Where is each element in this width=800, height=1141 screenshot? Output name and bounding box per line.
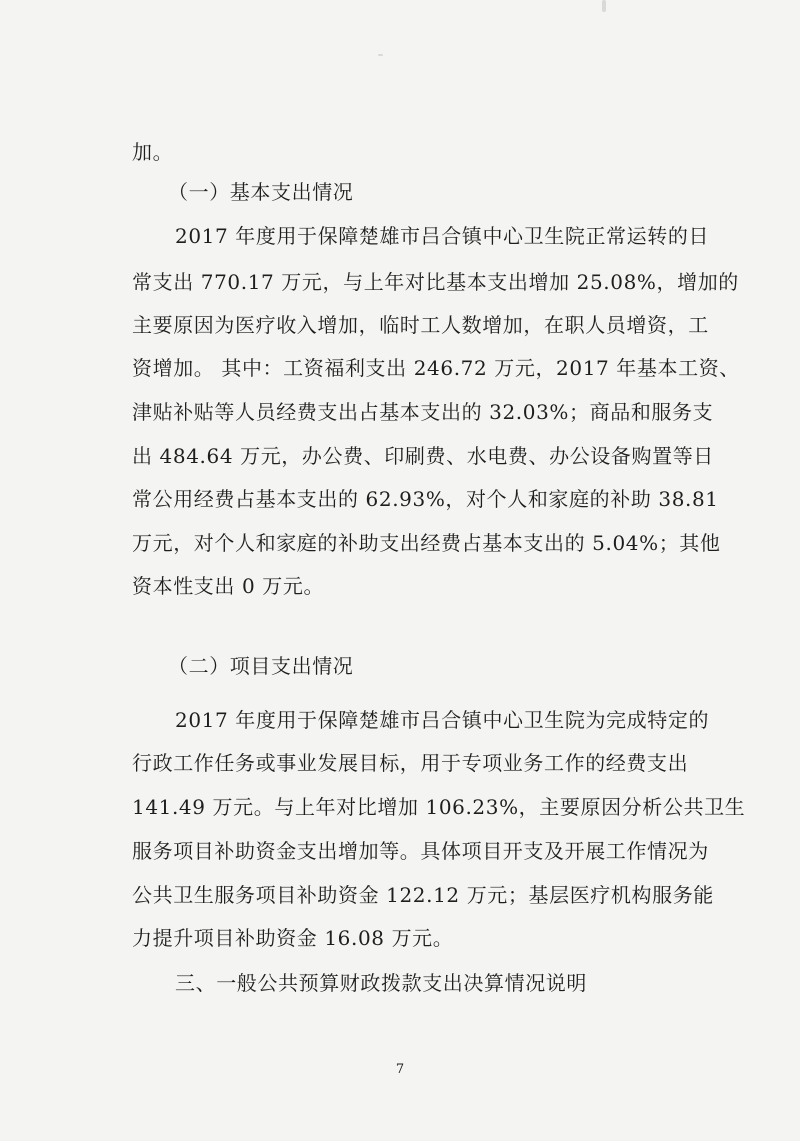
text-line: 2017 年度用于保障楚雄市吕合镇中心卫生院为完成特定的: [175, 708, 710, 732]
section-heading: （二）项目支出情况: [168, 654, 354, 678]
section-heading: （一）基本支出情况: [168, 180, 354, 204]
page-number: 7: [395, 1062, 405, 1077]
text-line: 万元，对个人和家庭的补助支出经费占基本支出的 5.04%；其他: [132, 531, 721, 555]
text-line: 行政工作任务或事业发展目标，用于专项业务工作的经费支出: [132, 751, 689, 775]
text-line: 主要原因为医疗收入增加，临时工人数增加，在职人员增资，工: [132, 313, 709, 337]
text-line: 141.49 万元。与上年对比增加 106.23%，主要原因分析公共卫生: [132, 795, 746, 819]
text-line: 力提升项目补助资金 16.08 万元。: [132, 926, 454, 950]
text-line: 服务项目补助资金支出增加等。具体项目开支及开展工作情况为: [132, 839, 709, 863]
text-line: 资增加。 其中：工资福利支出 246.72 万元，2017 年基本工资、: [132, 356, 740, 380]
text-line: 资本性支出 0 万元。: [132, 574, 325, 598]
scan-mark: [378, 54, 383, 56]
text-line: 出 484.64 万元，办公费、印刷费、水电费、办公设备购置等日: [132, 444, 714, 468]
text-line: 加。: [132, 140, 174, 164]
text-line: 常公用经费占基本支出的 62.93%，对个人和家庭的补助 38.81: [132, 487, 719, 511]
text-line: 常支出 770.17 万元，与上年对比基本支出增加 25.08%，增加的: [132, 270, 739, 294]
text-line: 公共卫生服务项目补助资金 122.12 万元；基层医疗机构服务能: [132, 883, 714, 907]
section-heading: 三、一般公共预算财政拨款支出决算情况说明: [175, 971, 587, 995]
text-line: 2017 年度用于保障楚雄市吕合镇中心卫生院正常运转的日: [175, 224, 710, 248]
scan-mark: [602, 0, 606, 12]
text-line: 津贴补贴等人员经费支出占基本支出的 32.03%；商品和服务支: [132, 400, 714, 424]
